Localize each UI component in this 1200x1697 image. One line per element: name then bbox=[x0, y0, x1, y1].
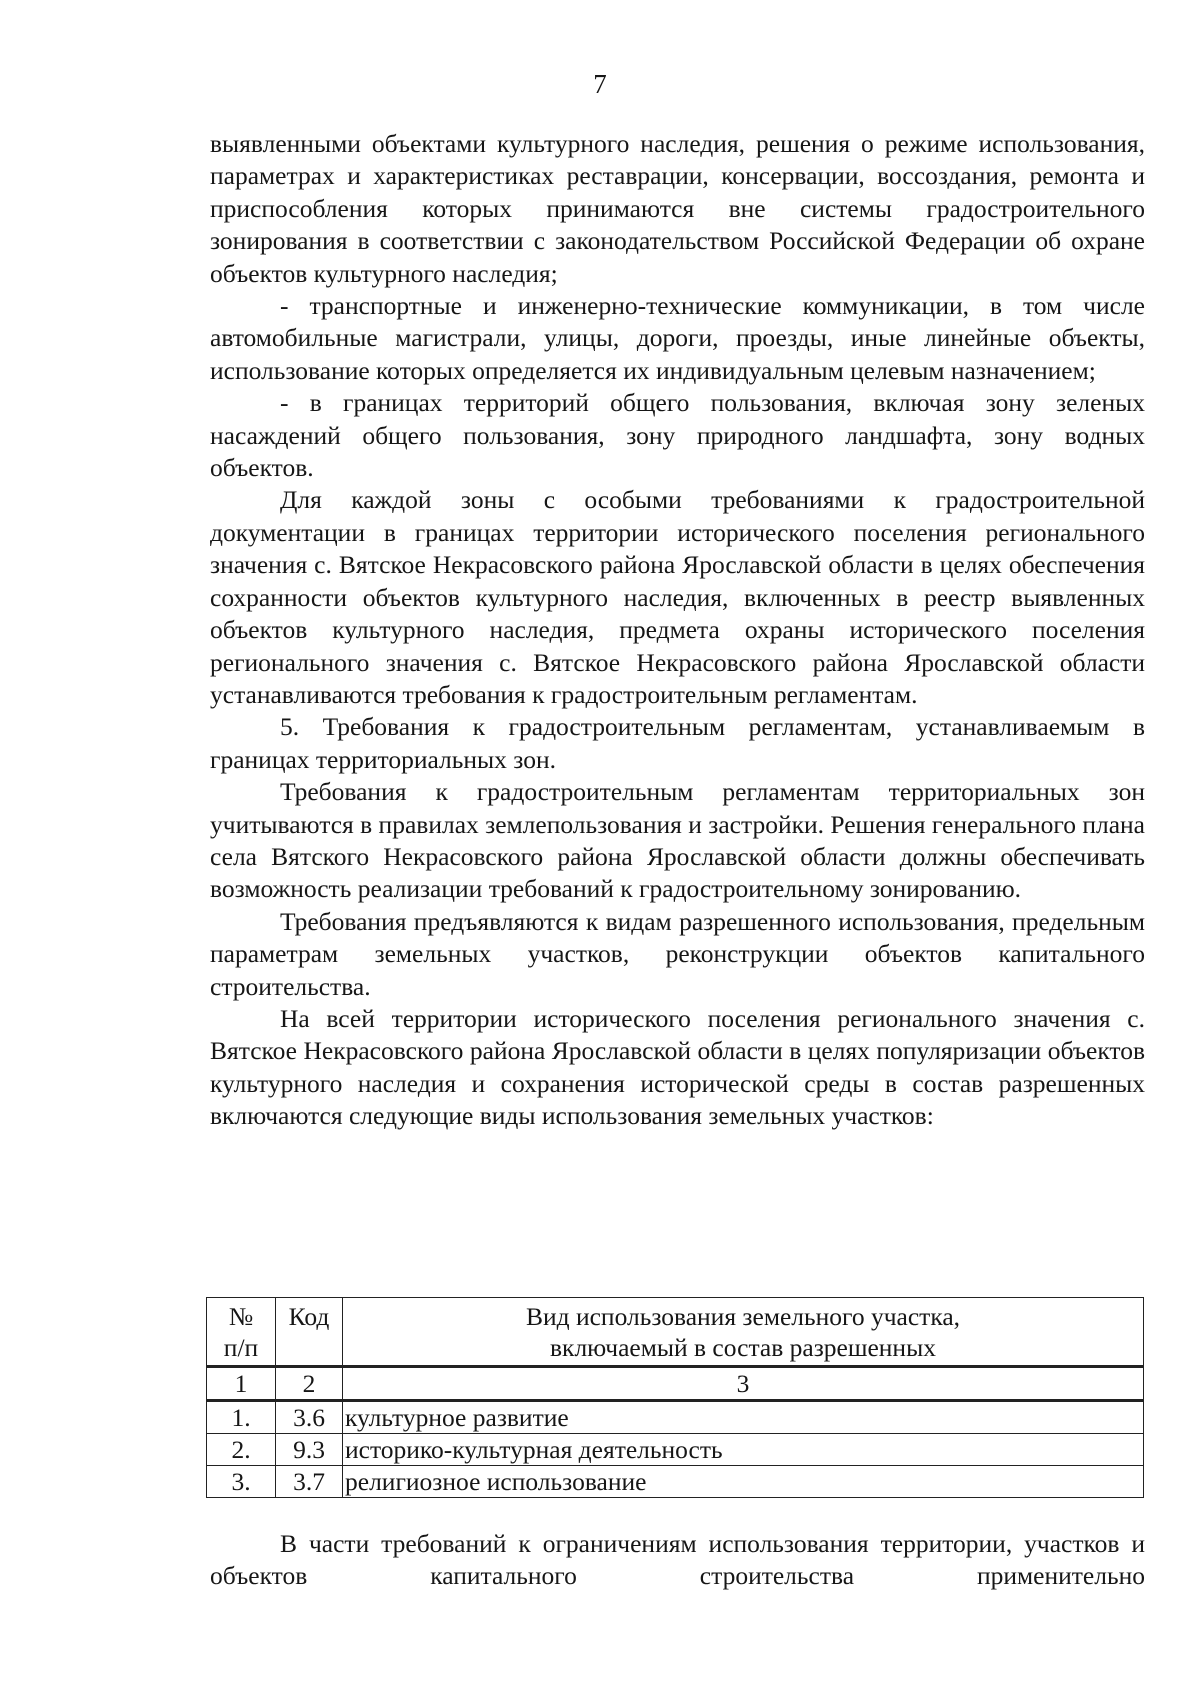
row-land-use: религиозное использование bbox=[343, 1466, 1144, 1498]
table-row bbox=[207, 1466, 1144, 1498]
paragraph: На всей территории исторического поселения регионального значения с. Вятское Некрасовского района Ярославской области в целях популяризации объектов культурного наследия и сохранения исторической среды в состав разрешенных включаются следующие виды использования земельных участков: bbox=[210, 1003, 1145, 1131]
page-number: 7 bbox=[593, 69, 607, 99]
header-land-use bbox=[343, 1298, 1144, 1367]
table-header-row bbox=[207, 1298, 1144, 1367]
row-code: 9.3 bbox=[276, 1434, 343, 1466]
column-number: 1 bbox=[207, 1367, 276, 1401]
column-number: 3 bbox=[343, 1367, 1144, 1401]
paragraph: Требования к градостроительным регламентам территориальных зон учитываются в правилах землепользования и застройки. Решения генерального плана села Вятского Некрасовского района Ярославской области должны обеспечивать возможность реализации требований к градостроительному зонированию. bbox=[210, 777, 1145, 904]
header-land-use-line2: включаемый в состав разрешенных bbox=[550, 1333, 936, 1362]
paragraph: В части требований к ограничениям использования территории, участков и объектов капитального строительства применительно bbox=[210, 1529, 1145, 1591]
table-row bbox=[207, 1401, 1144, 1434]
header-number bbox=[207, 1298, 276, 1367]
body-text bbox=[210, 128, 1145, 1133]
row-land-use: культурное развитие bbox=[343, 1401, 1144, 1434]
row-number: 3. bbox=[207, 1466, 276, 1498]
header-number-line2: п/п bbox=[223, 1333, 259, 1362]
paragraph: Требования предъявляются к видам разрешенного использования, предельным параметрам земельных участков, реконструкции объектов капитального строительства. bbox=[210, 906, 1145, 1001]
row-number: 1. bbox=[207, 1401, 276, 1434]
header-code: Код bbox=[276, 1298, 343, 1367]
row-number: 2. bbox=[207, 1434, 276, 1466]
row-code: 3.6 bbox=[276, 1401, 343, 1434]
column-number-row bbox=[207, 1367, 1144, 1401]
closing-text bbox=[210, 1528, 1145, 1593]
row-land-use: историко-культурная деятельность bbox=[343, 1434, 1144, 1466]
paragraph: - транспортные и инженерно-технические коммуникации, в том числе автомобильные магистрали, улицы, дороги, проезды, иные линейные объекты, использование которых определяется их индивидуальным целевым назначением; bbox=[210, 291, 1145, 385]
paragraph: Для каждой зоны с особыми требованиями к градостроительной документации в границах территории исторического поселения регионального значения с. Вятское Некрасовского района Ярославской области в целях обеспечения сохранности объектов культурного наследия, включенных в реестр выявленных объектов культурного наследия, предмета охраны исторического поселения регионального значения с. Вятское Некрасовского района Ярославской области устанавливаются требования к градостроительным регламентам. bbox=[210, 485, 1145, 709]
paragraph: - в границах территорий общего пользования, включая зону зеленых насаждений общего пользования, зону природного ландшафта, зону водных объектов. bbox=[210, 388, 1145, 483]
land-use-table bbox=[206, 1297, 1144, 1498]
section-heading: 5. Требования к градостроительным регламентам, устанавливаемым в границах территориальных зон. bbox=[210, 712, 1145, 774]
table-row bbox=[207, 1434, 1144, 1466]
row-code: 3.7 bbox=[276, 1466, 343, 1498]
header-number-line1: № bbox=[228, 1302, 254, 1331]
header-land-use-line1: Вид использования земельного участка, bbox=[525, 1302, 961, 1331]
column-number: 2 bbox=[276, 1367, 343, 1401]
paragraph: выявленными объектами культурного наследия, решения о режиме использования, параметрах и характеристиках реставрации, консервации, воссоздания, ремонта и приспособления которых принимаются вне системы градостроительного зонирования в соответствии с законодательством Российской Федерации об охране объектов культурного наследия; bbox=[210, 129, 1145, 288]
